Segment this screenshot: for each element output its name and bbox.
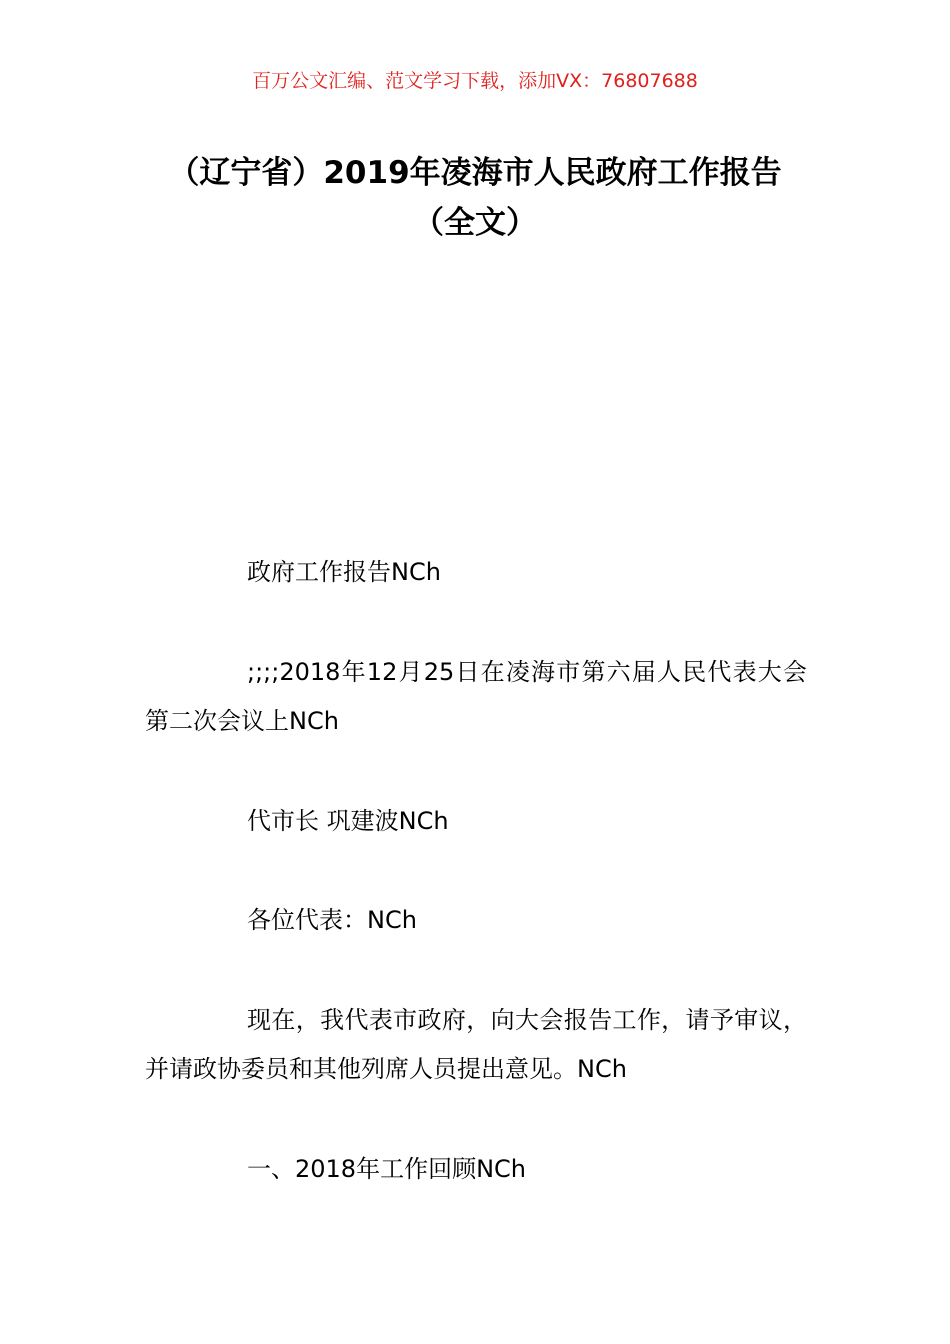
paragraph-report-label: 政府工作报告NCh [247, 558, 441, 586]
document-title: （辽宁省）2019年凌海市人民政府工作报告（全文） [168, 155, 782, 241]
section-heading-review: 一、2018年工作回顾NCh [247, 1155, 526, 1183]
header-watermark-note: 百万公文汇编、范文学习下载，添加VX：76807688 [252, 70, 698, 92]
paragraph-salutation: 各位代表：NCh [247, 906, 417, 934]
paragraph-speaker: 代市长 巩建波NCh [247, 807, 449, 835]
paragraph-meeting-date: ;;;;2018年12月25日在凌海市第六届人民代表大会第二次会议上NCh [145, 658, 807, 735]
paragraph-opening: 现在，我代表市政府，向大会报告工作，请予审议，并请政协委员和其他列席人员提出意见。NCh [145, 1006, 807, 1083]
